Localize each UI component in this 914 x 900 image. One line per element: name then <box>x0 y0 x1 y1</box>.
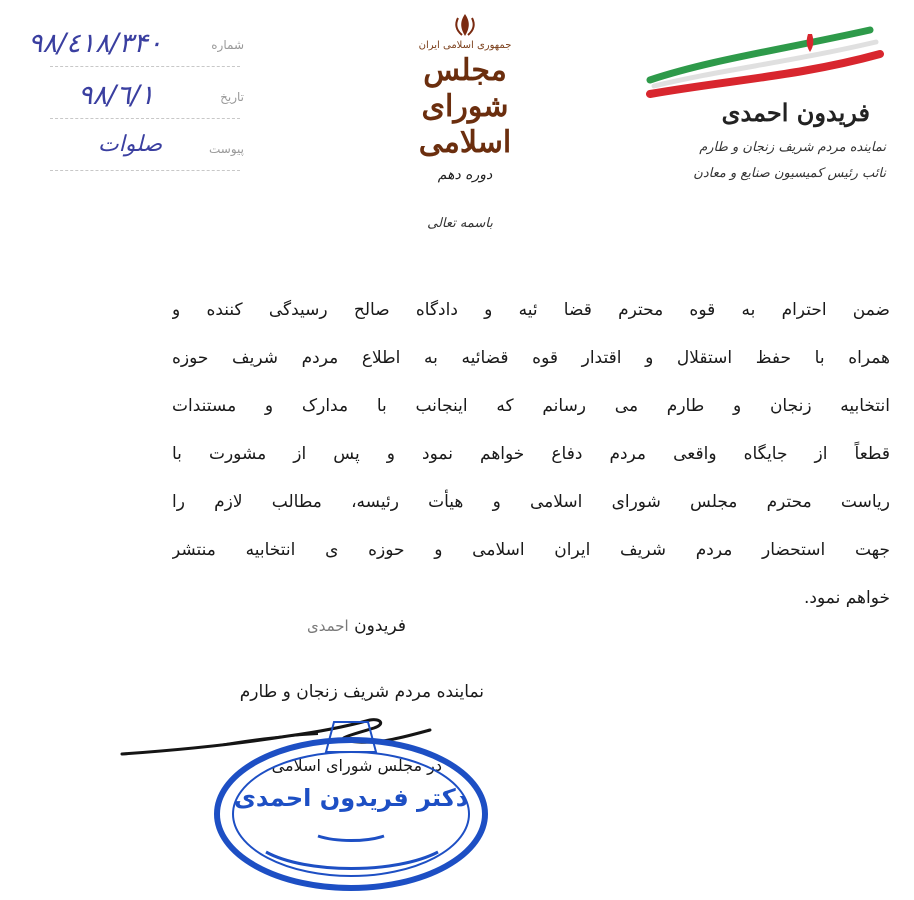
body-line: جهت استحضار مردم شریف ایران اسلامی و حوزه ی انتخابیه منتشر <box>172 540 890 560</box>
ref-date-row <box>20 76 250 128</box>
ref-attachment-label: پیوست <box>209 142 244 156</box>
ref-number-value: ۹۸/٤۱۸/۳۴۰ <box>28 28 163 59</box>
reference-block <box>20 24 250 180</box>
iran-emblem-icon <box>450 12 480 38</box>
invocation-text: باسمه تعالی <box>427 216 493 231</box>
stamp-name: دکتر فریدون احمدی <box>233 784 469 812</box>
body-line: همراه با حفظ استقلال و اقتدار قوه قضائیه به اطلاع مردم شریف حوزه <box>172 348 890 368</box>
signatory-family-name: احمدی <box>307 617 349 635</box>
mp-name: فریدون احمدی <box>721 98 870 127</box>
parliament-emblem <box>390 12 540 183</box>
signatory-role: نماینده مردم شریف زنجان و طارم <box>239 682 484 702</box>
emblem-title: مجلس شورای اسلامی <box>418 53 512 160</box>
ref-date-label: تاریخ <box>220 90 244 104</box>
signatory-name <box>307 616 406 636</box>
body-line: قطعاً از جایگاه واقعی مردم دفاع خواهم نمود و پس از مشورت با <box>172 444 890 464</box>
ref-number-label: شماره <box>211 38 244 52</box>
ref-date-dashline <box>50 118 240 119</box>
body-line: انتخابیه زنجان و طارم می رسانم که اینجانب با مدارک و مستندات <box>172 396 890 416</box>
emblem-term: دوره دهم <box>437 167 493 183</box>
ref-date-value: ۹۸/٦/۱ <box>78 80 155 111</box>
ref-number-dashline <box>50 66 240 67</box>
ref-attachment-dashline <box>50 170 240 171</box>
ref-attachment-row <box>20 128 250 180</box>
mp-identity <box>640 20 900 200</box>
body-line: خواهم نمود. <box>803 588 890 608</box>
official-stamp <box>206 716 496 896</box>
invocation <box>420 212 500 256</box>
mp-constituency: نماینده مردم شریف زنجان و طارم <box>699 140 886 155</box>
emblem-caption: جمهوری اسلامی ایران <box>418 40 512 51</box>
ref-attachment-value: صلوات <box>98 132 163 157</box>
body-line: ریاست محترم مجلس شورای اسلامی و هیأت رئیسه، مطالب لازم را <box>172 492 890 512</box>
flag-swoosh-icon <box>640 20 900 100</box>
ref-number-row <box>20 24 250 76</box>
body-line: ضمن احترام به قوه محترم قضا ئیه و دادگاه صالح رسیدگی کننده و <box>172 300 890 320</box>
mp-committee-role: نائب رئیس کمیسیون صنایع و معادن <box>693 166 886 181</box>
letter-body <box>172 290 890 626</box>
signatory-institution: در مجلس شورای اسلامی <box>271 756 442 775</box>
signatory-first-name: فریدون <box>354 616 406 636</box>
